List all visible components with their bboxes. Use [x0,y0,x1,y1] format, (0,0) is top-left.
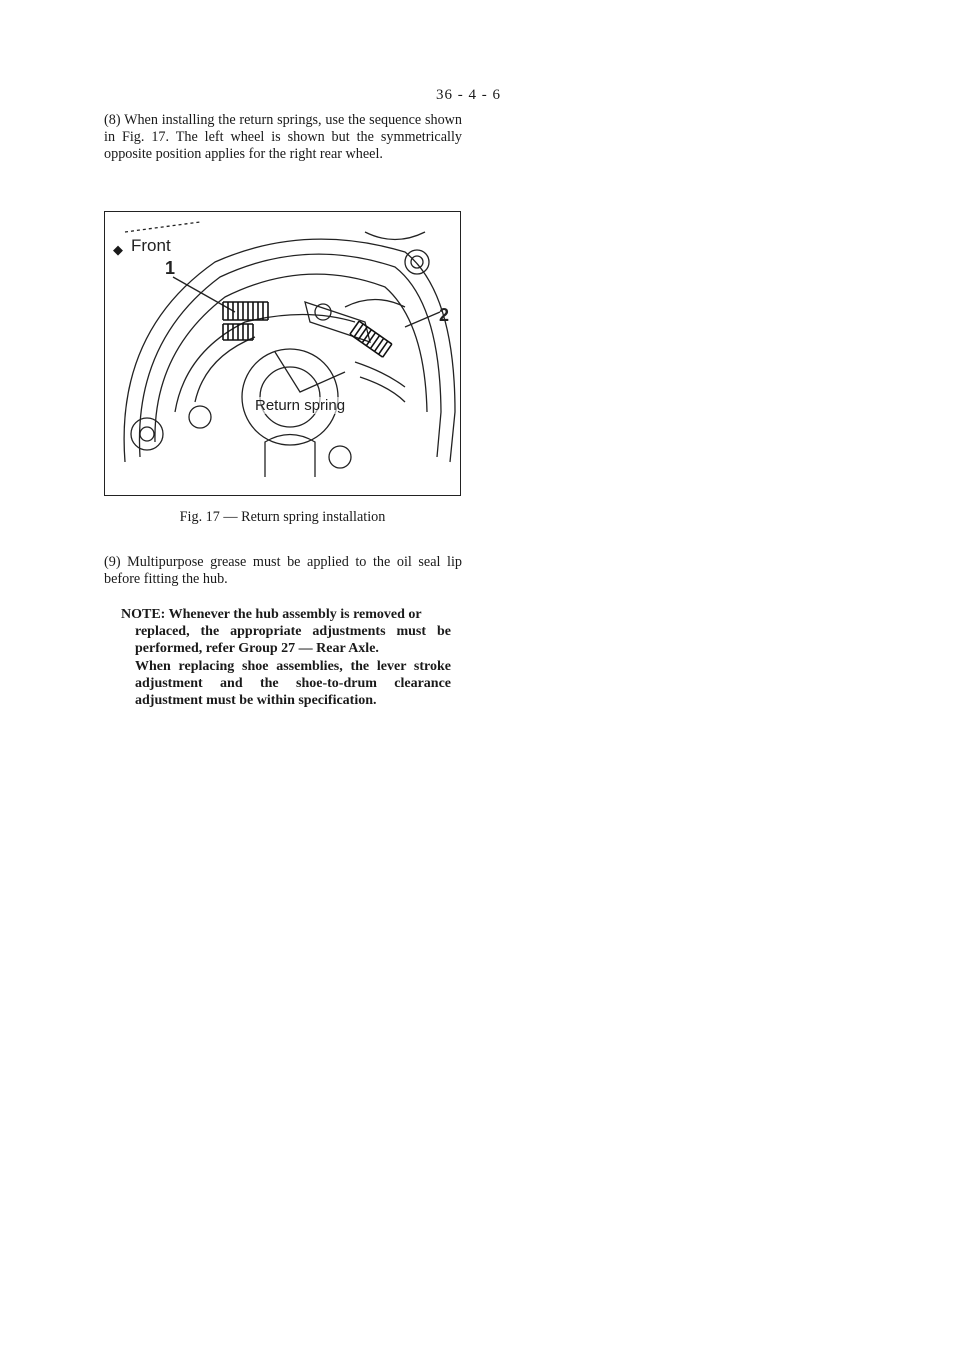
note-hub-assembly [121,606,451,657]
callout-1: 1 [165,258,176,278]
front-arrow-icon: ◆ [113,242,123,257]
figure-caption: Fig. 17 — Return spring installation [179,509,386,525]
instruction-step-9: (9) Multipurpose grease must be applied to the oil seal lip before fitting the hub. [104,554,462,587]
note-shoe-text: When replacing shoe assemblies, the lever stroke adjustment and the shoe-to-drum clearance adjustment must be within specification. [135,659,451,708]
front-label: Front [131,236,171,255]
figure-17 [104,211,461,496]
instruction-step-8: (8) When installing the return springs, use the sequence shown in Fig. 17. The left wheel is shown but the symmetrically opposite position applies for the right rear wheel. [104,112,462,162]
note-lead: NOTE: Whenever the hub assembly is removed or [121,607,422,622]
return-spring-label: Return spring [255,397,346,414]
note-continuation: replaced, the appropriate adjustments must be performed, refer Group 27 — Rear Axle. [135,624,451,656]
callout-2: 2 [439,305,450,325]
note-shoe-assemblies [121,658,451,709]
page-number: 36 - 4 - 6 [436,87,501,103]
